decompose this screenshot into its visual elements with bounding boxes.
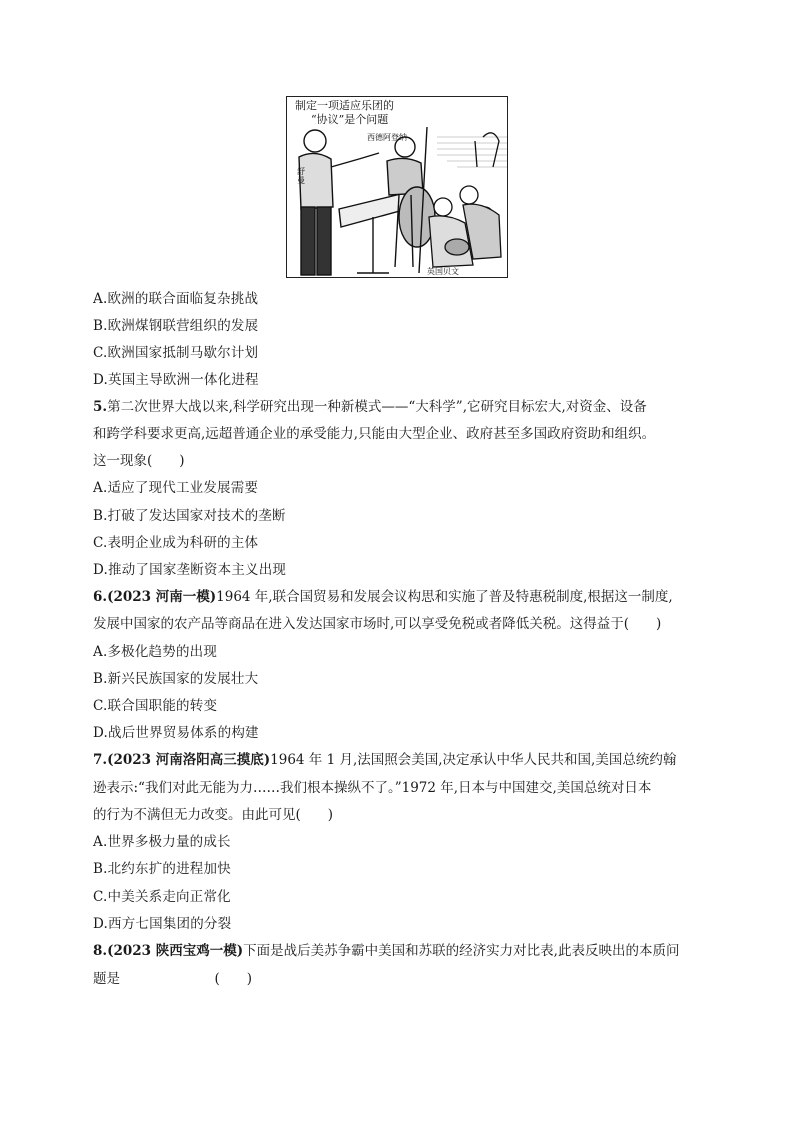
q5-stem-line3: 这一现象( )	[93, 453, 185, 469]
q5-option-d: D.推动了国家垄断资本主义出现	[93, 562, 287, 578]
q5-stem-line2: 和跨学科要求更高,远超普通企业的承受能力,只能由大型企业、政府甚至多国政府资助和组织。	[93, 426, 656, 442]
q8-stem-line1	[93, 942, 679, 960]
q7-text-line1: 1964 年 1 月,法国照会美国,决定承认中华人民共和国,美国总统约翰	[270, 752, 677, 768]
q6-source: (2023 河南一模)	[107, 589, 217, 605]
cartoon-caption-line2: “协议”是个问题	[311, 113, 389, 126]
q6-option-b: B.新兴民族国家的发展壮大	[93, 671, 259, 687]
q5-text-line1: 第二次世界大战以来,科学研究出现一种新模式——“大科学”,它研究目标宏大,对资金、设备	[107, 399, 647, 415]
q8-number: 8.	[93, 943, 108, 959]
q7-option-b: B.北约东扩的进程加快	[93, 861, 231, 877]
q4-option-c: C.欧洲国家抵制马歇尔计划	[93, 345, 259, 361]
q4-option-a: A.欧洲的联合面临复杂挑战	[93, 291, 259, 307]
q7-source: (2023 河南洛阳高三摸底)	[107, 752, 271, 768]
q4-option-b: B.欧洲煤钢联营组织的发展	[93, 318, 259, 334]
q7-option-a: A.世界多极力量的成长	[93, 834, 231, 850]
q6-stem-line2: 发展中国家的农产品等商品在进入发达国家市场时,可以享受免税或者降低关税。这得益于( )	[93, 616, 662, 632]
q5-option-a: A.适应了现代工业发展需要	[93, 480, 259, 496]
q5-option-b: B.打破了发达国家对技术的垄断	[93, 508, 286, 524]
q6-text-line1: 1964 年,联合国贸易和发展会议构思和实施了普及特惠税制度,根据这一制度,	[216, 589, 673, 605]
q5-stem-line1	[93, 398, 647, 416]
q6-number: 6.	[93, 589, 108, 605]
cartoon-label-credit: 英国贝文	[427, 267, 459, 276]
q7-stem-line1	[93, 751, 676, 769]
q7-option-d: D.西方七国集团的分裂	[93, 916, 232, 932]
q8-source: (2023 陕西宝鸡一模)	[107, 943, 244, 959]
q8-text-line1: 下面是战后美苏争霸中美国和苏联的经济实力对比表,此表反映出的本质问	[243, 943, 680, 959]
q6-option-a: A.多极化趋势的出现	[93, 644, 218, 660]
q7-stem-line2: 逊表示:“我们对此无能为力……我们根本操纵不了。”1972 年,日本与中国建交,美国总统对日本	[93, 780, 652, 796]
q7-stem-line3: 的行为不满但无力改变。由此可见( )	[93, 807, 334, 823]
q6-stem-line1	[93, 588, 673, 606]
q8-stem-line2: 题是 ( )	[93, 971, 253, 987]
q5-number: 5.	[93, 399, 108, 415]
q7-number: 7.	[93, 752, 108, 768]
q4-option-d: D.英国主导欧洲一体化进程	[93, 372, 259, 388]
political-cartoon	[286, 96, 508, 278]
q6-option-c: C.联合国职能的转变	[93, 698, 218, 714]
q6-option-d: D.战后世界贸易体系的构建	[93, 725, 259, 741]
q7-option-c: C.中美关系走向正常化	[93, 889, 231, 905]
cartoon-label-conductor: 舒曼	[297, 167, 305, 185]
cartoon-label-cellist: 西德阿登纳	[367, 133, 407, 142]
cartoon-caption-line1: 制定一项适应乐团的	[295, 99, 394, 112]
q5-option-c: C.表明企业成为科研的主体	[93, 535, 259, 551]
